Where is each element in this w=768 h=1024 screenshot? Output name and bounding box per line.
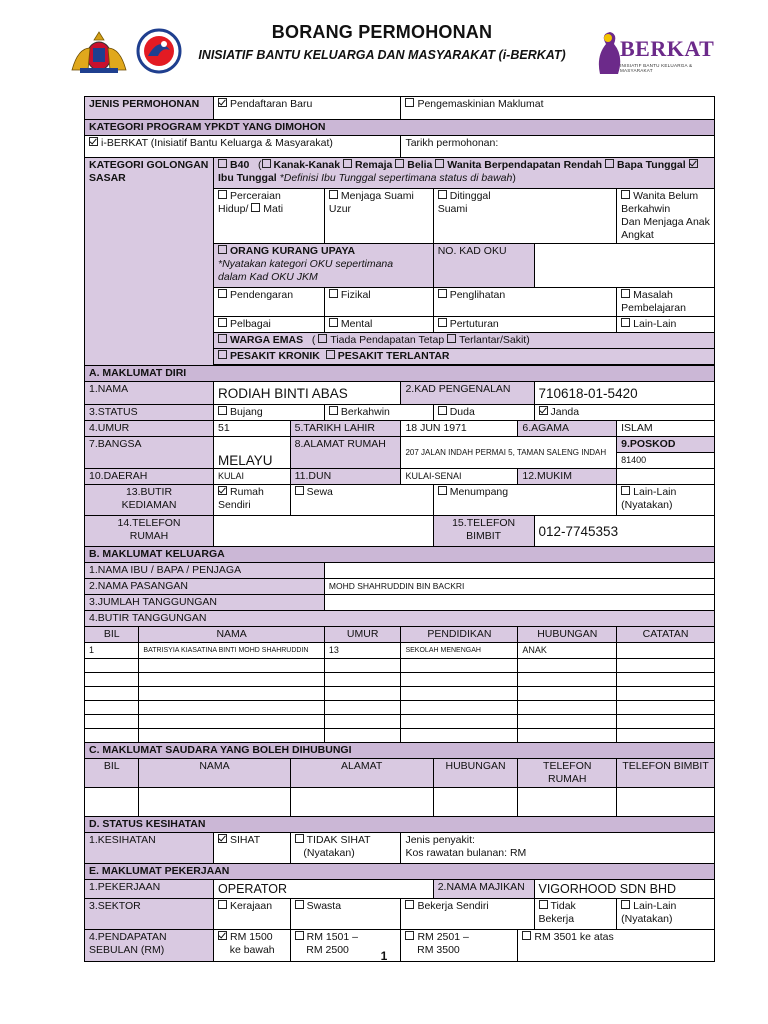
lain-sektor-option[interactable]: Lain-Lain (Nyatakan)	[617, 899, 715, 930]
checkbox-icon[interactable]	[438, 406, 447, 415]
table-row[interactable]	[85, 687, 715, 701]
dun-field[interactable]: KULAI-SENAI	[401, 469, 518, 485]
umur-label: 4.UMUR	[85, 421, 214, 437]
checkbox-icon[interactable]	[438, 190, 447, 199]
checkbox-icon[interactable]	[329, 289, 338, 298]
perceraian-option[interactable]: Perceraian Hidup/ Mati	[214, 189, 325, 244]
lain-lain-oku-option[interactable]: Lain-Lain	[617, 317, 715, 333]
maklumat-keluarga-heading: B. MAKLUMAT KELUARGA	[85, 547, 715, 563]
golongan-sasar-label: KATEGORI GOLONGAN SASAR	[85, 158, 214, 366]
rm1500-option[interactable]: RM 1500 ke bawah	[214, 930, 291, 962]
warga-emas-row[interactable]: WARGA EMAS ( Tiada Pendapatan Tetap Terlantar/Sakit)	[214, 333, 715, 349]
tidak-bekerja-option[interactable]: Tidak Bekerja	[534, 899, 617, 930]
maklumat-saudara-heading: C. MAKLUMAT SAUDARA YANG BOLEH DIHUBUNGI	[85, 743, 715, 759]
checkbox-icon[interactable]	[295, 834, 304, 843]
pendapatan-label: 4.PENDAPATAN SEBULAN (RM)	[85, 930, 214, 962]
saudara-header-row	[85, 759, 715, 788]
tanggungan-label: 3.JUMLAH TANGGUNGAN	[85, 595, 325, 611]
checkbox-icon[interactable]	[329, 406, 338, 415]
checkbox-icon[interactable]	[405, 98, 414, 107]
daerah-field[interactable]: KULAI	[214, 469, 291, 485]
checked-box-icon[interactable]	[218, 98, 227, 107]
kanak-checkbox[interactable]	[262, 159, 271, 168]
checkbox-icon[interactable]	[218, 406, 227, 415]
checkbox-icon[interactable]	[539, 900, 548, 909]
checked-box-icon[interactable]	[89, 137, 98, 146]
sihat-option[interactable]: SIHAT	[214, 833, 291, 864]
checkbox-icon[interactable]	[522, 931, 531, 940]
table-row[interactable]	[85, 729, 715, 743]
rm3501-option[interactable]: RM 3501 ke atas	[518, 930, 715, 962]
col-bil: BIL	[85, 759, 139, 788]
berkat-tagline: INISIATIF BANTU KELUARGA & MASYARAKAT	[620, 63, 693, 73]
col-alamat: ALAMAT	[290, 759, 433, 788]
nama-field[interactable]: RODIAH BINTI ABAS	[214, 382, 401, 405]
no-kad-oku-label: NO. KAD OKU	[433, 244, 534, 288]
form-title: BORANG PERMOHONAN	[271, 22, 493, 42]
majikan-label: 2.NAMA MAJIKAN	[433, 880, 534, 899]
menjaga-suami-option[interactable]: Menjaga Suami Uzur	[324, 189, 433, 244]
b40-checkbox[interactable]	[218, 159, 227, 168]
nama-label: 1.NAMA	[85, 382, 214, 405]
row-hubungan[interactable]: ANAK	[518, 643, 617, 659]
col-pendidikan: PENDIDIKAN	[401, 627, 518, 643]
checkbox-icon[interactable]	[621, 190, 630, 199]
checkbox-icon[interactable]	[438, 289, 447, 298]
majikan-field[interactable]: VIGORHOOD SDN BHD	[534, 880, 715, 899]
checkbox-icon[interactable]	[621, 486, 630, 495]
alamat-field[interactable]: 207 JALAN INDAH PERMAI 5, TAMAN SALENG INDAH	[401, 437, 617, 469]
kad-pengenalan-field[interactable]: 710618-01-5420	[534, 382, 715, 405]
table-row[interactable]	[85, 673, 715, 687]
lain-kediaman-option[interactable]: Lain-Lain (Nyatakan)	[617, 485, 715, 516]
checkbox-icon[interactable]	[218, 334, 227, 343]
checkbox-icon[interactable]	[621, 900, 630, 909]
menumpang-option[interactable]: Menumpang	[433, 485, 616, 516]
row-nama[interactable]: BATRISYIA KIASATINA BINTI MOHD SHAHRUDDIN	[139, 643, 324, 659]
status-label: 3.STATUS	[85, 405, 214, 421]
col-catatan: CATATAN	[617, 627, 715, 643]
b40-row: B40 ( Kanak-Kanak Remaja Belia Wanita Berpendapatan Rendah Bapa Tunggal Ibu Tunggal *Definisi Ibu Tunggal sepertimana status di bawah)	[214, 158, 715, 189]
daerah-label: 10.DAERAH	[85, 469, 214, 485]
checkbox-icon[interactable]	[218, 900, 227, 909]
pesakit-row[interactable]: PESAKIT KRONIK PESAKIT TERLANTAR	[214, 349, 715, 365]
checkbox-icon[interactable]	[438, 486, 447, 495]
tanggungan-field[interactable]	[324, 595, 714, 611]
checkbox-icon[interactable]	[405, 900, 414, 909]
checkbox-icon[interactable]	[218, 318, 227, 327]
poskod-label: 9.POSKOD	[617, 437, 714, 453]
kesihatan-label: 1.KESIHATAN	[85, 833, 214, 864]
ypkdt-logo-icon	[136, 28, 182, 74]
tarikh-lahir-label: 5.TARIKH LAHIR	[290, 421, 401, 437]
ibu-tunggal-checkbox[interactable]	[689, 159, 698, 168]
table-row[interactable]	[85, 715, 715, 729]
dun-label: 11.DUN	[290, 469, 401, 485]
alamat-label: 8.ALAMAT RUMAH	[290, 437, 401, 469]
checkbox-icon[interactable]	[295, 900, 304, 909]
berkahwin-option[interactable]: Berkahwin	[324, 405, 433, 421]
row-pendidikan[interactable]: SEKOLAH MENENGAH	[401, 643, 518, 659]
page-number: 1	[380, 949, 388, 963]
rm1501-option[interactable]: RM 1501 – RM 2500	[290, 930, 401, 962]
tarikh-lahir-field[interactable]: 18 JUN 1971	[401, 421, 518, 437]
checkbox-icon[interactable]	[438, 318, 447, 327]
ibu-bapa-field[interactable]	[324, 563, 714, 579]
bujang-option[interactable]: Bujang	[214, 405, 325, 421]
telefon-rumah-label: 14.TELEFON RUMAH	[85, 516, 214, 547]
jenis-permohonan-label: JENIS PERMOHONAN	[85, 97, 214, 120]
umur-field[interactable]: 51	[214, 421, 291, 437]
remaja-checkbox[interactable]	[343, 159, 352, 168]
checked-box-icon[interactable]	[218, 486, 227, 495]
pasangan-field[interactable]: MOHD SHAHRUDDIN BIN BACKRI	[324, 579, 714, 595]
table-row[interactable]	[85, 701, 715, 715]
checked-box-icon[interactable]	[539, 406, 548, 415]
agama-field[interactable]: ISLAM	[617, 421, 715, 437]
pengemaskinian-option[interactable]: Pengemaskinian Maklumat	[401, 97, 715, 120]
col-hubungan: HUBUNGAN	[433, 759, 518, 788]
bangsa-label: 7.BANGSA	[85, 437, 214, 469]
butir-kediaman-label: 13.BUTIR KEDIAMAN	[85, 485, 214, 516]
bekerja-sendiri-option[interactable]: Bekerja Sendiri	[401, 899, 534, 930]
col-nama: NAMA	[139, 759, 290, 788]
rumah-sendiri-option[interactable]: Rumah Sendiri	[214, 485, 291, 516]
berkat-figure-icon	[594, 30, 622, 76]
janda-option[interactable]: Janda	[534, 405, 715, 421]
application-form	[84, 96, 715, 962]
sewa-option[interactable]: Sewa	[290, 485, 433, 516]
checkbox-icon[interactable]	[621, 318, 630, 327]
pertuturan-option[interactable]: Pertuturan	[433, 317, 616, 333]
col-bil: BIL	[85, 627, 139, 643]
col-telefon-bimbit: TELEFON BIMBIT	[617, 759, 715, 788]
mental-option[interactable]: Mental	[324, 317, 433, 333]
poskod-cell	[617, 437, 715, 469]
row-catatan[interactable]	[617, 643, 715, 659]
pasangan-label: 2.NAMA PASANGAN	[85, 579, 325, 595]
kad-pengenalan-label: 2.KAD PENGENALAN	[401, 382, 534, 405]
no-kad-oku-field[interactable]	[534, 244, 715, 288]
table-row[interactable]	[85, 643, 715, 659]
ibu-bapa-label: 1.NAMA IBU / BAPA / PENJAGA	[85, 563, 325, 579]
berkat-brand	[594, 30, 714, 78]
agama-label: 6.AGAMA	[518, 421, 617, 437]
swasta-option[interactable]: Swasta	[290, 899, 401, 930]
berkat-wordmark: BERKAT	[620, 36, 715, 61]
checkbox-icon[interactable]	[218, 190, 227, 199]
program-option[interactable]: i-BERKAT (Inisiatif Bantu Keluarga & Masyarakat)	[85, 136, 401, 158]
tanggungan-header-row	[85, 627, 715, 643]
masalah-pembelajaran-option[interactable]: Masalah Pembelajaran	[617, 288, 715, 317]
pelbagai-option[interactable]: Pelbagai	[214, 317, 325, 333]
form-header	[0, 0, 768, 92]
checkbox-icon[interactable]	[295, 931, 304, 940]
checkbox-icon[interactable]	[218, 245, 227, 254]
kategori-program-heading: KATEGORI PROGRAM YPKDT YANG DIMOHON	[85, 120, 715, 136]
checkbox-icon[interactable]	[329, 318, 338, 327]
checkbox-icon[interactable]	[295, 486, 304, 495]
rm2501-option[interactable]: RM 2501 – RM 3500	[401, 930, 518, 962]
row-bil[interactable]: 1	[85, 643, 139, 659]
belia-checkbox[interactable]	[395, 159, 404, 168]
oku-option[interactable]: ORANG KURANG UPAYA *Nyatakan kategori OKU sepertimana dalam Kad OKU JKM	[214, 244, 434, 288]
poskod-field[interactable]: 81400	[621, 455, 647, 465]
duda-option[interactable]: Duda	[433, 405, 534, 421]
checked-box-icon[interactable]	[218, 931, 227, 940]
table-row[interactable]	[85, 788, 715, 817]
sektor-label: 3.SEKTOR	[85, 899, 214, 930]
penglihatan-option[interactable]: Penglihatan	[433, 288, 616, 317]
col-umur: UMUR	[324, 627, 401, 643]
checkbox-icon[interactable]	[447, 334, 456, 343]
checkbox-icon[interactable]	[326, 350, 335, 359]
pekerjaan-field[interactable]: OPERATOR	[214, 880, 434, 899]
row-umur[interactable]: 13	[324, 643, 401, 659]
maklumat-diri-heading: A. MAKLUMAT DIRI	[85, 366, 715, 382]
maklumat-pekerjaan-heading: E. MAKLUMAT PEKERJAAN	[85, 864, 715, 880]
table-row[interactable]	[85, 659, 715, 673]
belum-berkahwin-option[interactable]: Wanita Belum Berkahwin Dan Menjaga Anak Angkat	[617, 189, 715, 244]
jenis-penyakit-field[interactable]: Jenis penyakit: Kos rawatan bulanan: RM	[401, 833, 715, 864]
checkbox-icon[interactable]	[318, 334, 327, 343]
checkbox-icon[interactable]	[218, 350, 227, 359]
pendaftaran-baru-option[interactable]: Pendaftaran Baru	[214, 97, 401, 120]
telefon-bimbit-field[interactable]: 012-7745353	[534, 516, 715, 547]
checkbox-icon[interactable]	[329, 190, 338, 199]
checkbox-icon[interactable]	[218, 289, 227, 298]
wanita-checkbox[interactable]	[435, 159, 444, 168]
checkbox-icon[interactable]	[405, 931, 414, 940]
fizikal-option[interactable]: Fizikal	[324, 288, 433, 317]
status-kesihatan-heading: D. STATUS KESIHATAN	[85, 817, 715, 833]
checkbox-icon[interactable]	[251, 203, 260, 212]
col-telefon-rumah: TELEFON RUMAH	[518, 759, 617, 788]
form-subtitle: INISIATIF BANTU KELUARGA DAN MASYARAKAT (i-BERKAT)	[198, 48, 566, 62]
johor-state-crest-icon	[66, 30, 132, 74]
ditinggal-option[interactable]: Ditinggal Suami	[433, 189, 616, 244]
pekerjaan-label: 1.PEKERJAAN	[85, 880, 214, 899]
telefon-rumah-field[interactable]	[214, 516, 434, 547]
col-hubungan: HUBUNGAN	[518, 627, 617, 643]
col-nama: NAMA	[139, 627, 324, 643]
mukim-field[interactable]	[617, 469, 715, 485]
kerajaan-option[interactable]: Kerajaan	[214, 899, 291, 930]
checkbox-icon[interactable]	[621, 289, 630, 298]
bapa-checkbox[interactable]	[605, 159, 614, 168]
checked-box-icon[interactable]	[218, 834, 227, 843]
pendengaran-option[interactable]: Pendengaran	[214, 288, 325, 317]
tarikh-permohonan-field[interactable]: Tarikh permohonan:	[401, 136, 715, 158]
telefon-bimbit-label: 15.TELEFON BIMBIT	[433, 516, 534, 547]
bangsa-field[interactable]: MELAYU	[214, 437, 291, 469]
mukim-label: 12.MUKIM	[518, 469, 617, 485]
butir-tanggungan-label: 4.BUTIR TANGGUNGAN	[85, 611, 715, 627]
tidak-sihat-option[interactable]: TIDAK SIHAT (Nyatakan)	[290, 833, 401, 864]
